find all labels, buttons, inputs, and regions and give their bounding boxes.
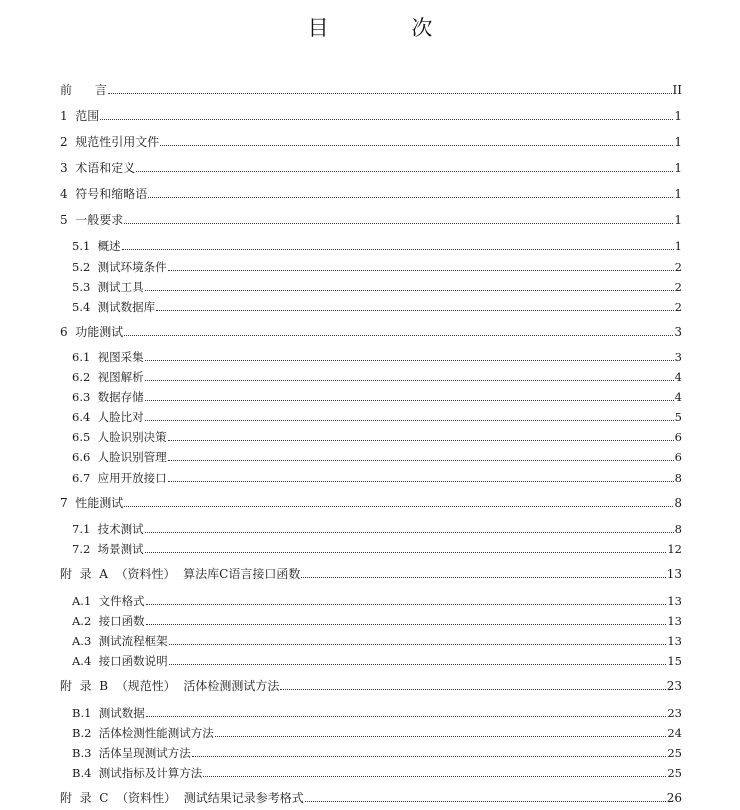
dot-leader — [301, 577, 665, 578]
dot-leader — [203, 776, 666, 777]
toc-page-number: 6 — [674, 430, 682, 444]
toc-subentry[interactable] — [72, 256, 682, 274]
toc-page-number: 23 — [666, 679, 682, 693]
toc-page-number: 2 — [674, 260, 682, 274]
dot-leader — [145, 400, 674, 401]
dot-leader — [146, 716, 667, 717]
toc-page-number: 2 — [674, 280, 682, 294]
toc-entry-label: 3 术语和定义 — [60, 161, 136, 175]
toc-page-number: 12 — [667, 542, 682, 556]
toc-subentry[interactable] — [72, 650, 682, 668]
toc-page-number: 4 — [674, 390, 682, 404]
toc-page-number: 3 — [674, 325, 682, 339]
toc-subentry[interactable] — [72, 538, 682, 556]
toc-entry[interactable] — [60, 492, 682, 510]
toc-page-number: 13 — [667, 594, 682, 608]
toc-page-number: 24 — [667, 726, 682, 740]
toc-entry[interactable] — [60, 105, 682, 123]
toc-entry[interactable] — [60, 675, 682, 693]
toc-page-number: 1 — [674, 187, 682, 201]
toc-entry[interactable] — [60, 157, 682, 175]
toc-entry[interactable] — [60, 563, 682, 581]
toc-page-number: 1 — [674, 109, 682, 123]
toc-entry-label: 1 范围 — [60, 109, 100, 123]
toc-entry-label: 前 言 — [60, 83, 107, 97]
toc-entry-label: 附 录 C （资料性） 测试结果记录参考格式 — [60, 791, 304, 805]
toc-entry-label: 4 符号和缩略语 — [60, 187, 148, 201]
toc-subentry[interactable] — [72, 276, 682, 294]
toc-entry-label: 6.2 视图解析 — [72, 370, 144, 384]
dot-leader — [124, 506, 673, 507]
dot-leader — [169, 644, 667, 645]
toc-page-number: 13 — [666, 567, 682, 581]
toc-entry-label: A.2 接口函数 — [72, 614, 145, 628]
toc-page-number: 5 — [674, 410, 682, 424]
dot-leader — [168, 270, 674, 271]
toc-subentry[interactable] — [72, 426, 682, 444]
toc-page-number: 15 — [667, 654, 682, 668]
toc-page-number: 23 — [667, 706, 682, 720]
dot-leader — [124, 335, 673, 336]
toc-entry-label: 5.2 测试环境条件 — [72, 260, 167, 274]
toc-subentry[interactable] — [72, 235, 682, 253]
toc-subentry[interactable] — [72, 296, 682, 314]
toc-entry[interactable] — [60, 183, 682, 201]
toc-entry-label: A.4 接口函数说明 — [72, 654, 168, 668]
toc-subentry[interactable] — [72, 762, 682, 780]
toc-subentry[interactable] — [72, 386, 682, 404]
toc-entry-label: 2 规范性引用文件 — [60, 135, 160, 149]
toc-entry[interactable] — [60, 209, 682, 227]
toc-page-number: 25 — [667, 766, 682, 780]
toc-subentry[interactable] — [72, 446, 682, 464]
toc-subentry[interactable] — [72, 406, 682, 424]
dot-leader — [192, 756, 667, 757]
toc-entry-label: 7.2 场景测试 — [72, 542, 144, 556]
dot-leader — [146, 604, 667, 605]
toc-entry-label: 6 功能测试 — [60, 325, 124, 339]
dot-leader — [124, 223, 673, 224]
toc-entry-label: 7 性能测试 — [60, 496, 124, 510]
dot-leader — [145, 532, 674, 533]
toc-page-number: 13 — [667, 634, 682, 648]
toc-page-number: 25 — [667, 746, 682, 760]
toc-page-number: 8 — [674, 496, 682, 510]
toc-page-number: 26 — [666, 791, 682, 805]
dot-leader — [108, 93, 672, 94]
toc-page-number: 8 — [674, 471, 682, 485]
dot-leader — [145, 552, 667, 553]
dot-leader — [305, 801, 666, 802]
toc-subentry[interactable] — [72, 467, 682, 485]
toc-page-number: 1 — [674, 239, 682, 253]
toc-subentry[interactable] — [72, 742, 682, 760]
toc-page-number: 1 — [674, 135, 682, 149]
dot-leader — [148, 197, 673, 198]
dot-leader — [145, 360, 674, 361]
dot-leader — [156, 310, 674, 311]
toc-entry-label: 6.4 人脸比对 — [72, 410, 144, 424]
toc-subentry[interactable] — [72, 702, 682, 720]
toc-entry-label: 7.1 技术测试 — [72, 522, 144, 536]
dot-leader — [168, 481, 674, 482]
toc-page-number: 6 — [674, 450, 682, 464]
dot-leader — [145, 380, 674, 381]
toc-entry-label: 6.6 人脸识别管理 — [72, 450, 167, 464]
dot-leader — [122, 249, 674, 250]
toc-page-number: 1 — [674, 213, 682, 227]
dot-leader — [168, 460, 674, 461]
dot-leader — [136, 171, 673, 172]
toc-subentry[interactable] — [72, 630, 682, 648]
toc-subentry[interactable] — [72, 590, 682, 608]
dot-leader — [169, 664, 667, 665]
toc-entry[interactable] — [60, 79, 682, 97]
toc-entry-label: 5 一般要求 — [60, 213, 124, 227]
dot-leader — [168, 440, 674, 441]
toc-entry-label: 6.3 数据存储 — [72, 390, 144, 404]
toc-entry[interactable] — [60, 787, 682, 805]
toc-entry-label: 5.1 概述 — [72, 239, 121, 253]
toc-subentry[interactable] — [72, 722, 682, 740]
toc-entry-label: B.4 测试指标及计算方法 — [72, 766, 203, 780]
toc-entry-label: A.1 文件格式 — [72, 594, 145, 608]
dot-leader — [160, 145, 673, 146]
toc-entry-label: 5.4 测试数据库 — [72, 300, 156, 314]
page-title: 目 次 — [307, 16, 471, 40]
toc-subentry[interactable] — [72, 346, 682, 364]
toc-page-number: II — [672, 83, 682, 97]
toc-entry-label: 附 录 B （规范性） 活体检测测试方法 — [60, 679, 280, 693]
dot-leader — [145, 420, 674, 421]
toc-page-number: 8 — [674, 522, 682, 536]
toc-entry-label: 6.7 应用开放接口 — [72, 471, 167, 485]
dot-leader — [146, 624, 667, 625]
toc-page-number: 4 — [674, 370, 682, 384]
dot-leader — [280, 689, 665, 690]
dot-leader — [215, 736, 667, 737]
toc-entry[interactable] — [60, 321, 682, 339]
dot-leader — [145, 290, 674, 291]
toc-entry-label: A.3 测试流程框架 — [72, 634, 168, 648]
dot-leader — [100, 119, 673, 120]
toc-entry-label: 6.1 视图采集 — [72, 350, 144, 364]
toc-entry[interactable] — [60, 131, 682, 149]
toc-entry-label: 6.5 人脸识别决策 — [72, 430, 167, 444]
toc-page-number: 3 — [674, 350, 682, 364]
toc-page-number: 13 — [667, 614, 682, 628]
toc-page-number: 1 — [674, 161, 682, 175]
toc-subentry[interactable] — [72, 518, 682, 536]
toc-subentry[interactable] — [72, 366, 682, 384]
toc-entry-label: 5.3 测试工具 — [72, 280, 144, 294]
toc-entry-label: B.1 测试数据 — [72, 706, 145, 720]
toc-entry-label: B.3 活体呈现测试方法 — [72, 746, 191, 760]
toc-subentry[interactable] — [72, 610, 682, 628]
toc-entry-label: 附 录 A （资料性） 算法库C语言接口函数 — [60, 567, 301, 581]
toc-page-number: 2 — [674, 300, 682, 314]
toc-entry-label: B.2 活体检测性能测试方法 — [72, 726, 214, 740]
